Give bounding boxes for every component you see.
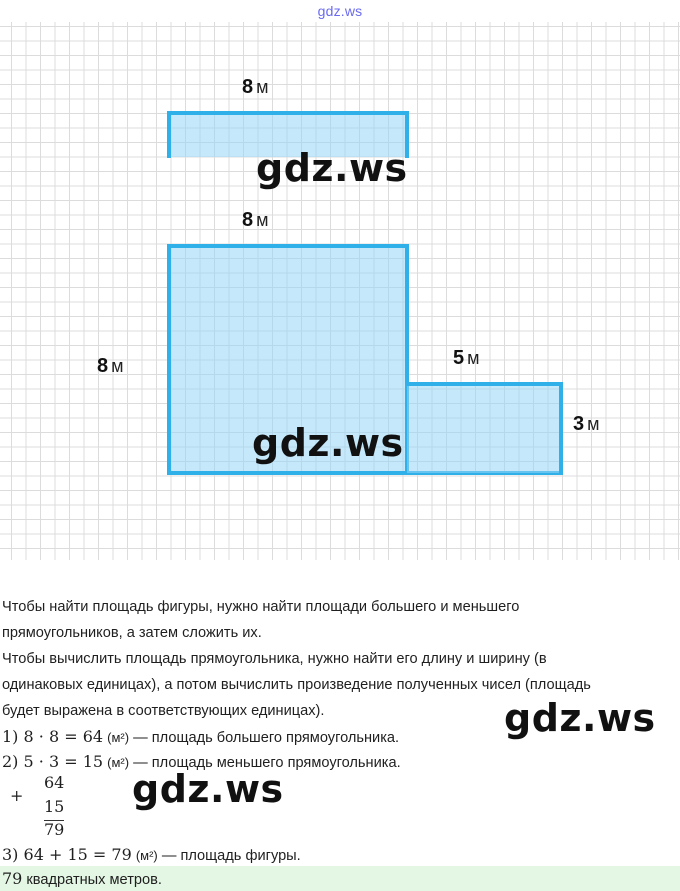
- site-link[interactable]: gdz.ws: [317, 3, 363, 19]
- addend-1: 64: [44, 773, 65, 792]
- intro-line-1: Чтобы найти площадь фигуры, нужно найти площади большего и меньшего: [2, 599, 520, 615]
- rule-line-2: одинаковых единицах), а потом вычислить произведение полученных чисел (площадь: [2, 677, 591, 693]
- rule-line-1: Чтобы вычислить площадь прямоугольника, нужно найти его длину и ширину (в: [2, 651, 547, 667]
- small-rect-width-label: 5 м: [453, 347, 480, 369]
- addend-2: 15: [44, 797, 65, 816]
- small-rect-height-label: 3 м: [573, 413, 600, 435]
- watermark: gdz.ws: [256, 146, 408, 190]
- answer-line: 79 квадратных метров.: [2, 869, 162, 888]
- step-2: 2) 5 · 3 = 15 (м²) — площадь меньшего прямоугольника.: [2, 752, 401, 771]
- step-3: 3) 64 + 15 = 79 (м²) — площадь фигуры.: [2, 845, 301, 864]
- big-rect-height-label: 8 м: [97, 355, 124, 377]
- watermark: gdz.ws: [504, 696, 656, 740]
- watermark: gdz.ws: [252, 421, 404, 465]
- sum-result: 79: [44, 820, 65, 839]
- intro-line-2: прямоугольников, а затем сложить их.: [2, 625, 262, 641]
- top-strip-width-label: 8 м: [242, 76, 269, 98]
- plus-sign: +: [10, 786, 24, 805]
- rule-line-3: будет выражена в соответствующих единицах).: [2, 703, 325, 719]
- watermark: gdz.ws: [132, 767, 284, 811]
- big-rect-width-label: 8 м: [242, 209, 269, 231]
- step-1: 1) 8 · 8 = 64 (м²) — площадь большего прямоугольника.: [2, 727, 400, 746]
